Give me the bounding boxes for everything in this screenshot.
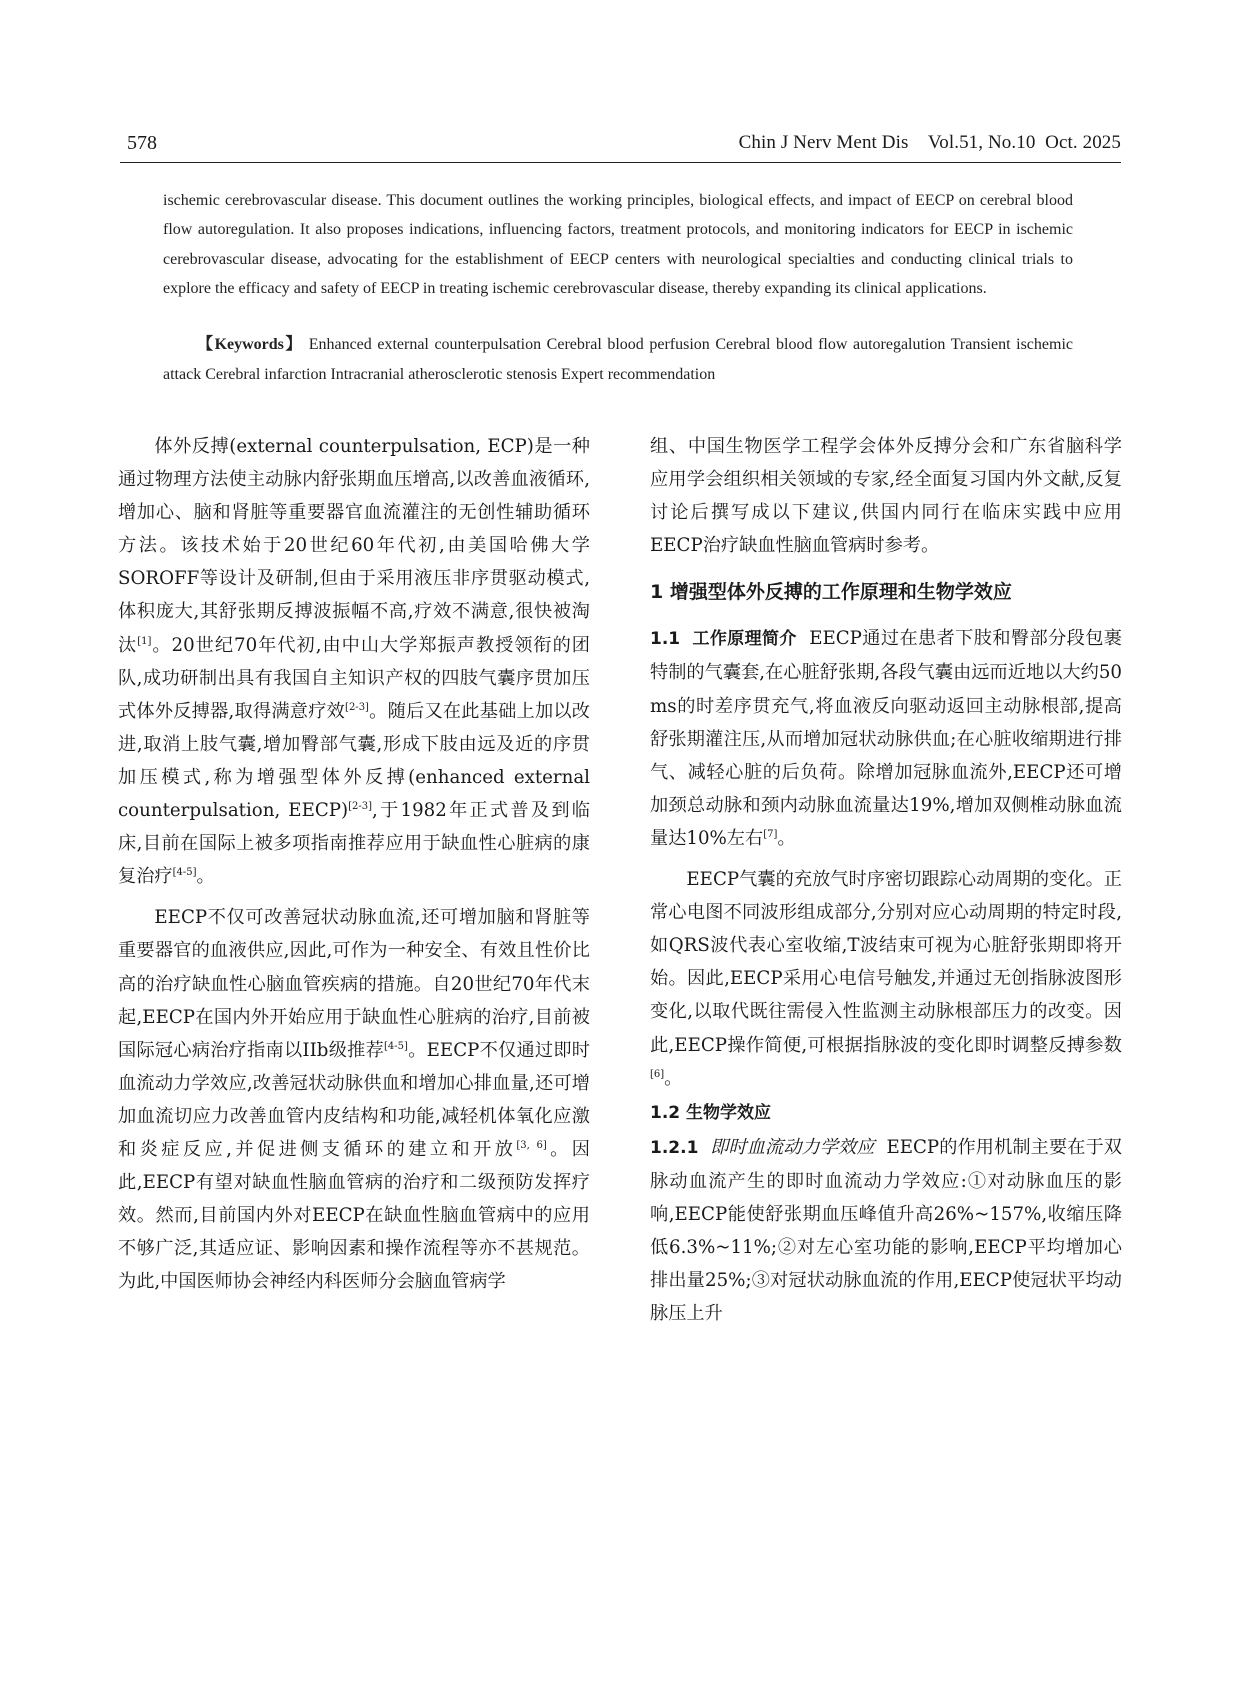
citation: [4-5] (384, 1040, 408, 1052)
text-run: 。EECP不仅通过即时血流动力学效应,改善冠状动脉供血和增加心排血量,还可增加血流切应力改善血管内皮结构和功能,减轻机体氧化应激和炎症反应,并促进侧支循环的建立和开放 (118, 1039, 590, 1160)
text-run: 。因此,EECP有望对缺血性脑血管病的治疗和二级预防发挥疗效。然而,目前国内外对EECP在缺血性脑血管病中的应用不够广泛,其适应证、影响因素和操作流程等亦不甚规范。为此,中国医师协会神经内科医师分会脑血管病学 (118, 1138, 590, 1293)
journal-volume: Vol.51, No.10 (927, 132, 1036, 153)
text-run: 。 (777, 827, 796, 849)
text-run: EECP的作用机制主要在于双脉动血流产生的即时血流动力学效应:①对动脉血压的影响,EECP能使舒张期血压峰值升高26%~157%,收缩压降低6.3%~11%;②对左心室功能的影响,EECP平均增加心排出量25%;③对冠状动脉血流的作用,EECP使冠状平均动脉压上升 (650, 1136, 1122, 1325)
text-run: EECP不仅可改善冠状动脉血流,还可增加脑和肾脏等重要器官的血液供应,因此,可作为一种安全、有效且性价比高的治疗缺血性心脑血管疾病的措施。自20世纪70年代末起,EECP在国内外开始应用于缺血性心脏病的治疗,目前被国际冠心病治疗指南以IIb级推荐 (118, 907, 590, 1061)
text-run: 体外反搏(external counterpulsation, ECP)是一种通过物理方法使主动脉内舒张期血压增高,以改善血液循环,增加心、脑和肾脏等重要器官血流灌注的无创性辅助循环方法。该技术始于20世纪60年代初,由美国哈佛大学SOROFF等设计及研制,但由于采用液压非序贯驱动模式,体积庞大,其舒张期反搏波振幅不高,疗效不满意,很快被淘汰 (118, 436, 590, 656)
page-number: 578 (127, 132, 157, 154)
citation: [1] (137, 635, 152, 647)
paragraph-hemodynamics (650, 1131, 1122, 1331)
text-run: ,于1982年正式普及到临床,目前在国际上被多项指南推荐应用于缺血性心脏病的康复治疗 (118, 800, 590, 888)
paragraph-intro (118, 430, 590, 893)
right-column (650, 430, 1122, 1330)
text-run: 。随后又在此基础上加以改进,取消上肢气囊,增加臀部气囊,形成下肢由远及近的序贯加压模式,称为增强型体外反搏(enhanced external counterpulsation, EECP) (118, 700, 590, 822)
citation: [2-3] (345, 701, 369, 713)
text-run: 。20世纪70年代初,由中山大学郑振声教授领衔的团队,成功研制出具有我国自主知识产权的四肢气囊序贯加压式体外反搏器,取得满意疗效 (118, 634, 590, 722)
journal-date: Oct. 2025 (1045, 132, 1121, 153)
abstract-text: ischemic cerebrovascular disease. This document outlines the working principles, biological effects, and impact of EECP on cerebral blood flow autoregulation. It also proposes indications, influencing factors, treatment protocols, and monitoring indicators for EECP in ischemic cerebrovascular disease, advocating for the establishment of EECP centers with neurological specialties and conducting clinical trials to explore the efficacy and safety of EECP in treating ischemic cerebrovascular disease, thereby expanding its clinical applications. (163, 192, 1073, 297)
subsection-title: 即时血流动力学效应 (710, 1136, 875, 1158)
citation: [7] (763, 828, 778, 840)
text-run: EECP气囊的充放气时序密切跟踪心动周期的变化。正常心电图不同波形组成部分,分别对应心动周期的特定时段,如QRS波代表心室收缩,T波结束可视为心脏舒张期即将开始。因此,EECP采用心电信号触发,并通过无创指脉波图形变化,以取代既往需侵入性监测主动脉根部压力的改变。因此,EECP操作简便,可根据指脉波的变化即时调整反搏参数 (650, 869, 1122, 1056)
text-run: 。 (664, 1067, 683, 1089)
citation: [4-5] (172, 867, 197, 879)
citation: [3, 6] (516, 1139, 547, 1151)
subsection-heading: 1.2 生物学效应 (650, 1102, 772, 1123)
journal-info (739, 132, 1121, 154)
subsection-number: 1.2.1 (650, 1137, 699, 1158)
keywords-block (163, 330, 1073, 389)
text-run: 。 (196, 866, 215, 888)
citation: [6] (650, 1068, 665, 1080)
journal-name: Chin J Nerv Ment Dis (738, 132, 909, 153)
paragraph-working-principle (650, 622, 1122, 855)
subsection-number: 1.1 (650, 629, 681, 650)
keywords-text: Enhanced external counterpulsation Cerebral blood perfusion Cerebral blood flow autoregalution Transient ischemic attack Cerebral infarction Intracranial atherosclerotic stenosis Expert recommendation (163, 336, 1074, 383)
page-header (120, 132, 1121, 163)
subsection-title: 工作原理简介 (692, 629, 797, 650)
keywords-label: 【Keywords】 (197, 336, 304, 353)
citation: [2-3] (348, 800, 373, 812)
paragraph-continued: 组、中国生物医学工程学会体外反搏分会和广东省脑科学应用学会组织相关领域的专家,经全面复习国内外文献,反复讨论后撰写成以下建议,供国内同行在临床实践中应用EECP治疗缺血性脑血管病时参考。 (650, 436, 1122, 557)
text-run: EECP通过在患者下肢和臀部分段包裹特制的气囊套,在心脏舒张期,各段气囊由远而近地以大约50 ms的时差序贯充气,将血液反向驱动返回主动脉根部,提高舒张期灌注压,从而增加冠状动脉供血;在心脏收缩期进行排气、减轻心脏的后负荷。除增加冠脉血流外,EECP还可增加颈总动脉和颈内动脉血流量达19%,增加双侧椎动脉血流量达10%左右 (650, 628, 1122, 849)
left-column (118, 430, 590, 1298)
paragraph-ecg (650, 863, 1122, 1095)
section-heading: 1 增强型体外反搏的工作原理和生物学效应 (650, 581, 1012, 604)
paragraph-eecp (118, 901, 590, 1298)
